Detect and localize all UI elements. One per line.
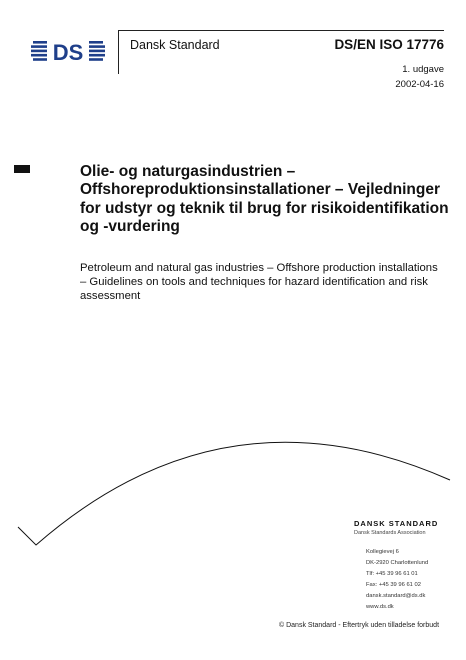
copyright-notice: © Dansk Standard - Eftertryk uden tilladelse forbudt [279,622,440,629]
email-line: dansk.standard@ds.dk [366,593,426,599]
section-marker [14,165,30,173]
title-danish: Olie- og naturgasindustrien – Offshoreproduktionsinstallationer – Vejledninger for udstyr og teknik til brug for risikoidentifikation og -vurdering [80,163,449,236]
standard-number: DS/EN ISO 17776 [334,37,444,52]
logo-text: DS [52,40,84,63]
publisher-subtitle: Dansk Standards Association [354,530,426,536]
address-line: DK-2920 Charlottenlund [366,560,429,566]
organization-name: Dansk Standard [130,38,220,52]
edition-label: 1. udgave [402,64,444,75]
phone-line: Tlf: +45 39 96 61 01 [366,571,418,577]
publication-date: 2002-04-16 [395,79,444,90]
header-top-rule [118,30,444,31]
title-english: Petroleum and natural gas industries – Offshore production installations – Guidelines on tools and techniques for hazard identification and risk assessment [80,262,438,302]
ds-logo-icon [31,39,107,63]
ds-logo [31,39,107,63]
publisher-name: DANSK STANDARD [354,519,439,528]
address-line: Kollegievej 6 [366,549,399,555]
website-line: www.ds.dk [366,604,394,610]
fax-line: Fax: +45 39 96 61 02 [366,582,421,588]
header-divider [118,30,119,74]
